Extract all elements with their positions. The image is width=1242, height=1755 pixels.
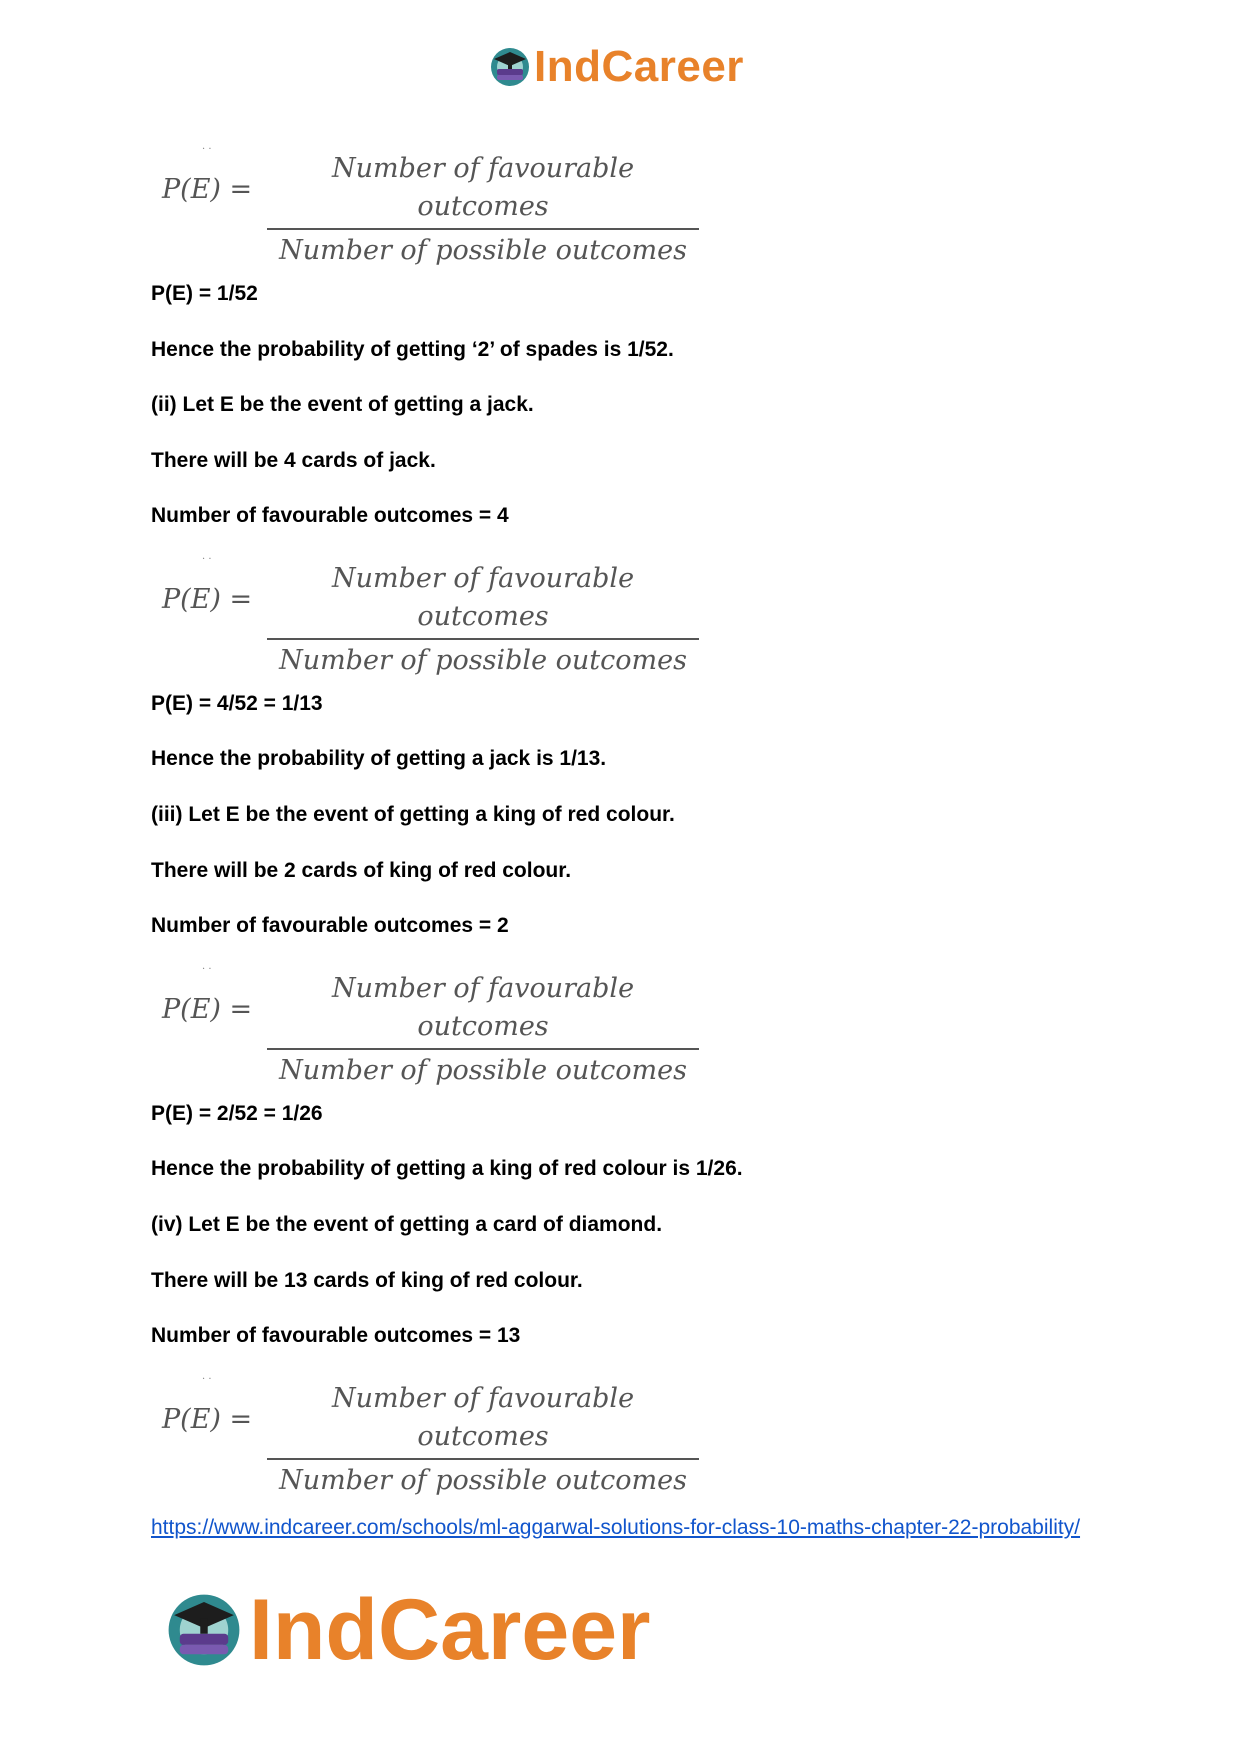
footer-logo bbox=[163, 1582, 651, 1678]
graduation-book-icon bbox=[163, 1589, 245, 1671]
probability-formula: · · P(E) = Number of favourable outcomes Number of possible outcomes bbox=[162, 150, 702, 230]
text-line: (ii) Let E be the event of getting a jack. bbox=[151, 393, 534, 416]
fraction-bar bbox=[267, 638, 699, 640]
formula-lhs: P(E) = bbox=[162, 1404, 253, 1435]
brand-name: IndCareer bbox=[534, 42, 744, 91]
formula-denominator: Number of possible outcomes bbox=[279, 235, 687, 266]
probability-formula: · · P(E) = Number of favourable outcomes Number of possible outcomes bbox=[162, 1380, 702, 1460]
formula-lhs: P(E) = bbox=[162, 994, 253, 1025]
text-line: There will be 2 cards of king of red colour. bbox=[151, 859, 572, 882]
probability-formula: · · P(E) = Number of favourable outcomes Number of possible outcomes bbox=[162, 560, 702, 640]
text-line: Number of favourable outcomes = 4 bbox=[151, 504, 509, 527]
text-line: Hence the probability of getting a king of red colour is 1/26. bbox=[151, 1157, 743, 1180]
formula-denominator: Number of possible outcomes bbox=[279, 1055, 687, 1086]
text-line: Hence the probability of getting ‘2’ of spades is 1/52. bbox=[151, 338, 674, 361]
fraction-bar bbox=[267, 228, 699, 230]
header-logo bbox=[488, 42, 744, 92]
fraction-bar bbox=[267, 1048, 699, 1050]
text-line: (iii) Let E be the event of getting a king of red colour. bbox=[151, 803, 675, 826]
formula-denominator: Number of possible outcomes bbox=[279, 1465, 687, 1496]
brand-name: IndCareer bbox=[249, 1582, 651, 1678]
text-line: P(E) = 4/52 = 1/13 bbox=[151, 692, 323, 715]
probability-formula: · · P(E) = Number of favourable outcomes Number of possible outcomes bbox=[162, 970, 702, 1050]
text-line: P(E) = 2/52 = 1/26 bbox=[151, 1102, 323, 1125]
formula-fraction bbox=[267, 1380, 699, 1500]
text-line: There will be 13 cards of king of red colour. bbox=[151, 1269, 583, 1292]
text-line: P(E) = 1/52 bbox=[151, 282, 258, 305]
text-line: Number of favourable outcomes = 2 bbox=[151, 914, 509, 937]
text-line: (iv) Let E be the event of getting a card of diamond. bbox=[151, 1213, 663, 1236]
formula-fraction bbox=[267, 150, 699, 270]
text-line: Number of favourable outcomes = 13 bbox=[151, 1324, 521, 1347]
formula-fraction bbox=[267, 560, 699, 680]
formula-numerator: Number of favourable outcomes bbox=[331, 563, 635, 632]
text-line: There will be 4 cards of jack. bbox=[151, 449, 436, 472]
formula-numerator: Number of favourable outcomes bbox=[331, 973, 635, 1042]
formula-numerator: Number of favourable outcomes bbox=[331, 153, 635, 222]
graduation-book-icon bbox=[488, 45, 532, 89]
fraction-bar bbox=[267, 1458, 699, 1460]
formula-denominator: Number of possible outcomes bbox=[279, 645, 687, 676]
formula-lhs: P(E) = bbox=[162, 174, 253, 205]
formula-fraction bbox=[267, 970, 699, 1090]
text-line: Hence the probability of getting a jack is 1/13. bbox=[151, 747, 607, 770]
formula-numerator: Number of favourable outcomes bbox=[331, 1383, 635, 1452]
formula-lhs: P(E) = bbox=[162, 584, 253, 615]
source-link[interactable]: https://www.indcareer.com/schools/ml-aggarwal-solutions-for-class-10-maths-chapter-22-probability/ bbox=[151, 1516, 1081, 1539]
